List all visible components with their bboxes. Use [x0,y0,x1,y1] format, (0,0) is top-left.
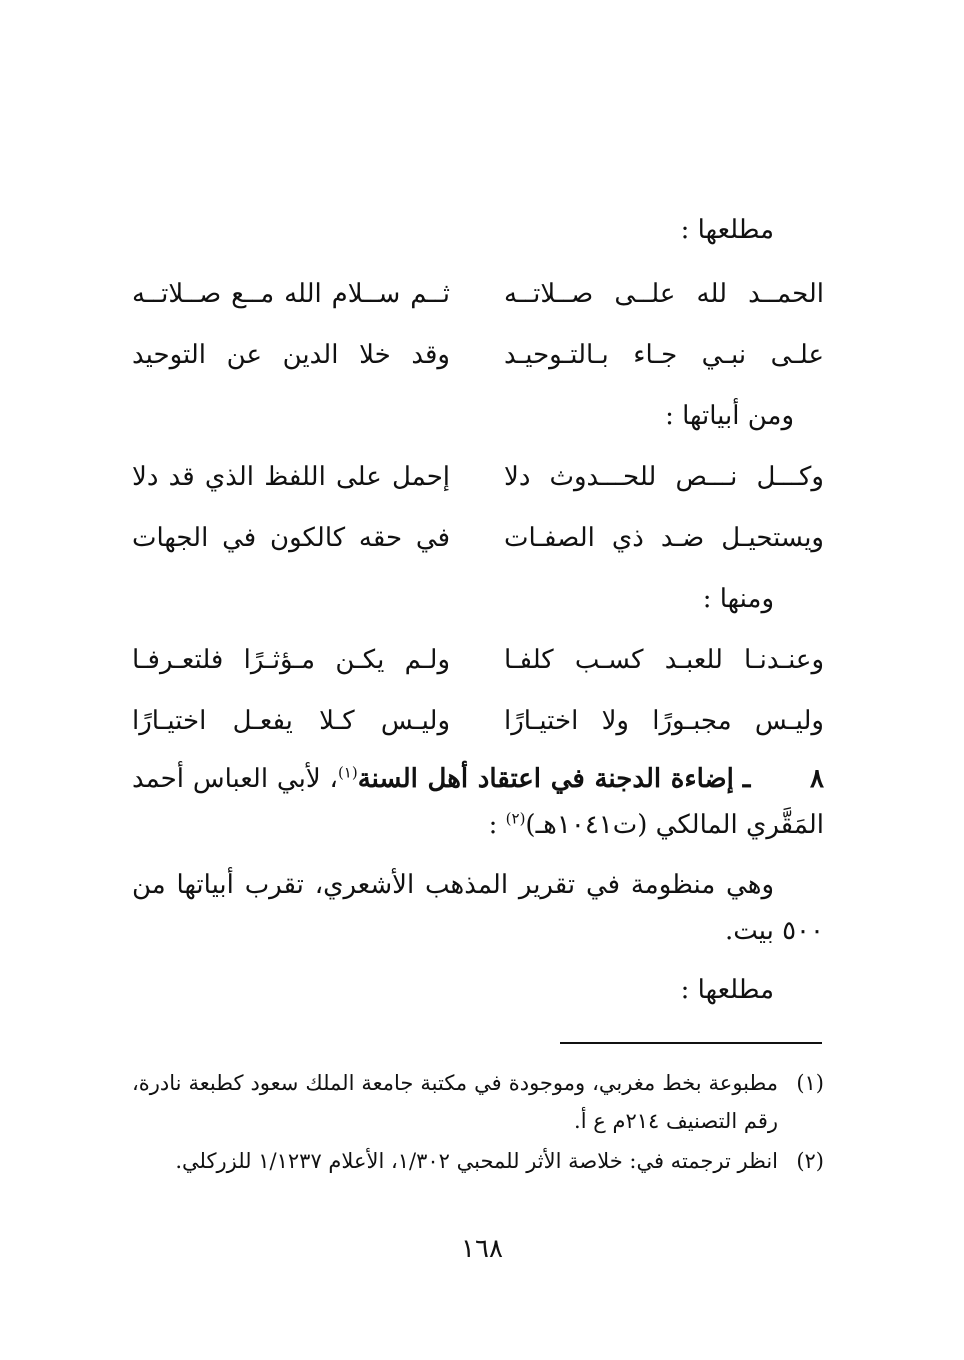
entry-colon: : [488,810,506,840]
verse-hemistich-right: علـى نبـي جـاء بـالتـوحيـد [504,340,824,370]
verse-hemistich-right: وكـــل نـــص للحـــدوث دلا [504,462,824,492]
verse-hemistich-left: في حقه كالكون في الجهات [132,523,450,553]
verse-hemistich-right: الحمــد لله علــى صــلاتــه [504,279,824,309]
verse-hemistich-right: وعنـدنـا للعبـد كسـب كلفـا [504,645,824,675]
entry-paragraph [132,756,824,848]
verse-line [132,636,824,684]
footnote [132,1064,824,1140]
verse-hemistich-left: ثــم ســلام الله مــع صــلاتــه [132,279,450,309]
footnote-text: مطبوعة بخط مغربي، وموجودة في مكتبة جامعة الملك سعود كطبعة نادرة، رقم التصنيف ٢١٤م ع أ. [132,1071,778,1133]
verse-line [132,453,824,501]
verse-line [132,331,824,379]
entry-title: إضاءة الدجنة في اعتقاد أهل السنة [357,764,734,794]
verse-hemistich-left: إحمل على اللفظ الذي قد دلا [132,462,450,492]
heading-abyatuha: ومن أبياتها : [665,401,794,431]
entry-author: ، لأبي العباس أحمد المَقَّري المالكي (ت١٠٤١هـ) [132,764,824,840]
heading-minha: ومنها : [702,584,774,614]
description-paragraph [132,862,824,954]
heading-matlaaha-2: مطلعها : [680,975,774,1005]
footnote-ref: (٢) [505,809,526,828]
footnote [132,1142,824,1180]
verse-hemistich-right: ويستحيـل ضـد ذي الصفـات [504,523,824,553]
footnote-divider [560,1042,822,1044]
footnote-number: (٢) [796,1149,824,1173]
footnote-text: انظر ترجمته في: خلاصة الأثر للمحبي ١/٣٠٢، الأعلام ١/١٢٣٧ للزركلي. [175,1149,778,1173]
verse-line [132,697,824,745]
footnote-number: (١) [796,1071,824,1095]
page-number: ١٦٨ [461,1234,503,1264]
entry-number: ٨ ـ [742,764,825,794]
verse-hemistich-right: وليـس مجبـورًا ولا اختيـارًا [504,706,824,736]
footnote-ref: (١) [337,763,358,782]
verse-hemistich-left: ولـم يكـن مـؤثـرًا فلتعـرفـا [132,645,450,675]
verse-line [132,270,824,318]
description-text: وهي منظومة في تقرير المذهب الأشعري، تقرب أبياتها من ٥٠٠ بيت. [132,870,824,946]
heading-matlaaha: مطلعها : [680,215,774,245]
verse-line [132,514,824,562]
verse-hemistich-left: وليـس كـلا يفعـل اختيـارًا [132,706,450,736]
verse-hemistich-left: وقد خلا الدين عن التوحيد [132,340,450,370]
